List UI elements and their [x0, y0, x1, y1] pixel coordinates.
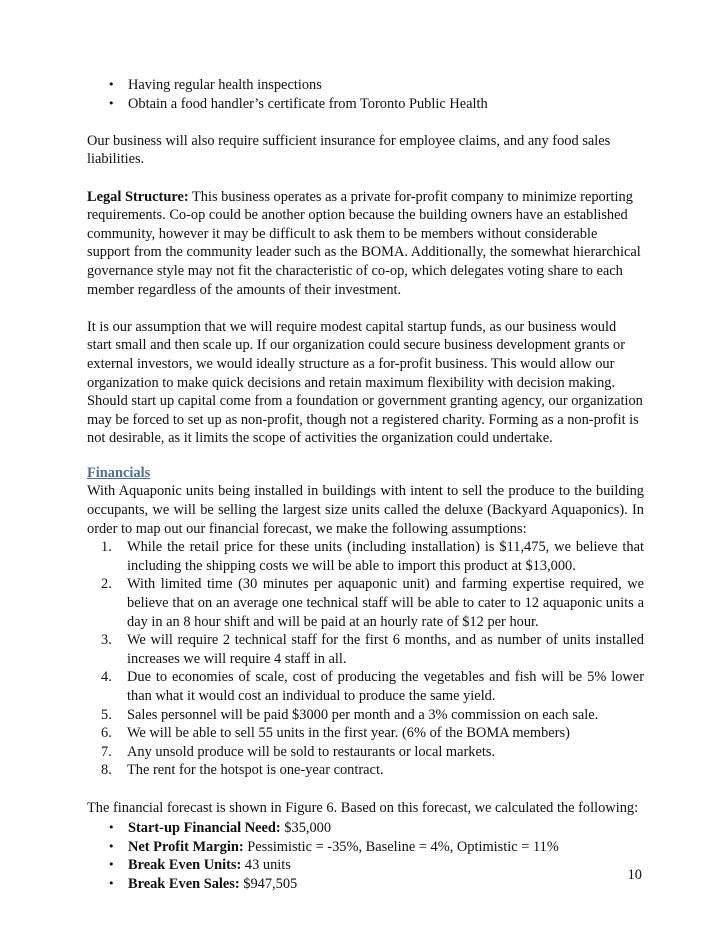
list-item: [87, 819, 644, 838]
list-item: [87, 538, 644, 575]
item-text: We will be able to sell 55 units in the first year. (6% of the BOMA members): [127, 725, 570, 742]
item-text: While the retail price for these units (including installation) is $11,475, we believe that including the shipping costs we will be able to import this product at $13,000.: [127, 539, 644, 574]
list-item: [87, 856, 644, 875]
item-text: Any unsold produce will be sold to restaurants or local markets.: [127, 743, 496, 760]
result-label: Start-up Financial Need:: [128, 820, 281, 837]
item-number: 7.: [101, 743, 112, 760]
insurance-paragraph: Our business will also require sufficient insurance for employee claims, and any food sales liabilities.: [87, 132, 611, 168]
item-number: 2.: [101, 576, 112, 593]
document-page: [87, 76, 644, 894]
item-number: 4.: [101, 669, 112, 686]
list-item: [87, 838, 644, 857]
list-item: • Having regular health inspections: [87, 76, 644, 95]
forecast-results-list: [87, 819, 644, 893]
list-item: [87, 575, 644, 631]
result-label: Break Even Units:: [128, 857, 242, 874]
result-label: Net Profit Margin:: [128, 838, 244, 855]
legal-structure-text: This business operates as a private for-profit company to minimize reporting requirements. Co-op could be another option because the building owners have an established community, however it may be difficult to ask them to be members without considerable support from the community leader such as the BOMA. Additionally, the somewhat hierarchical governance style may not fit the characteristic of co-op, which delegates voting share to each member regardless of the amounts of their investment.: [87, 188, 641, 298]
result-value: 43 units: [241, 857, 291, 874]
assumptions-list: [87, 538, 644, 780]
result-value: Pessimistic = -35%, Baseline = 4%, Optimistic = 11%: [243, 838, 559, 855]
item-number: 8.: [101, 762, 112, 779]
list-item: [87, 724, 644, 743]
list-item: [87, 631, 644, 668]
legal-structure-paragraph: [87, 188, 644, 300]
result-label: Break Even Sales:: [128, 875, 240, 892]
item-number: 5.: [101, 706, 112, 723]
item-number: 6.: [101, 725, 112, 742]
result-value: $947,505: [239, 875, 298, 892]
list-item: [87, 875, 644, 894]
financials-heading: Financials: [87, 464, 151, 481]
item-text: Sales personnel will be paid $3000 per month and a 3% commission on each sale.: [127, 706, 599, 723]
item-number: 1.: [101, 539, 112, 556]
item-text: We will require 2 technical staff for the first 6 months, and as number of units installed increases we will require 4 staff in all.: [127, 632, 644, 667]
item-text: The rent for the hotspot is one-year contract.: [127, 762, 384, 779]
list-item: [87, 668, 644, 705]
financials-intro: With Aquaponic units being installed in buildings with intent to sell the produce to the building occupants, we will be selling the largest size units called the deluxe (Backyard Aquaponics). In order to map out our financial forecast, we make the following assumptions:: [87, 483, 644, 537]
capital-paragraph: It is our assumption that we will require modest capital startup funds, as our business would start small and then scale up. If our organization could secure business development grants or external investors, we would ideally structure as a for-profit business. This would allow our organization to make quick decisions and retain maximum flexibility with decision making. Should start up capital come from a foundation or government granting agency, our organization may be forced to set up as non-profit, though not a registered charity. Forming as a non-profit is not desirable, as it limits the scope of activities the organization could undertake.: [87, 318, 643, 447]
forecast-intro: The financial forecast is shown in Figure 6. Based on this forecast, we calculated the following:: [87, 799, 639, 816]
page-number: 10: [627, 867, 642, 883]
item-number: 3.: [101, 632, 112, 649]
item-text: Due to economies of scale, cost of producing the vegetables and fish will be 5% lower than what it would cost an individual to produce the same yield.: [127, 669, 644, 704]
list-item: • Obtain a food handler’s certificate from Toronto Public Health: [87, 95, 644, 114]
result-value: $35,000: [280, 820, 332, 837]
list-item: [87, 706, 644, 725]
inspection-bullet-list: [87, 76, 644, 113]
legal-structure-label: Legal Structure:: [87, 188, 189, 205]
list-item: [87, 761, 644, 780]
item-text: With limited time (30 minutes per aquaponic unit) and farming expertise required, we believe that on an average one technical staff will be able to cater to 12 aquaponic units a day in an 8 hour shift and will be paid at an hourly rate of $12 per hour.: [127, 576, 644, 630]
list-item: [87, 743, 644, 762]
